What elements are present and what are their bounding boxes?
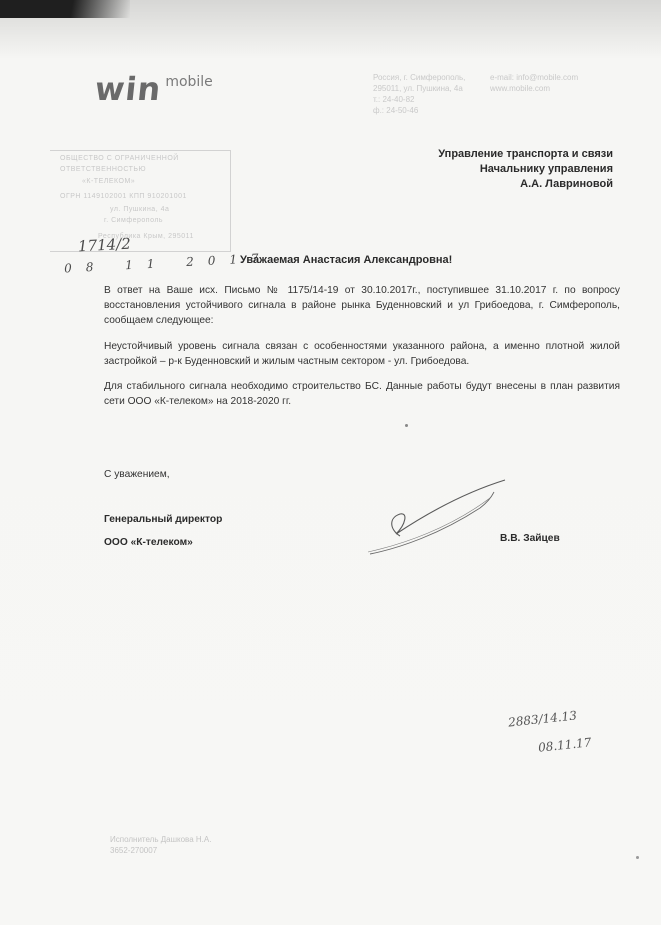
body-paragraph-1: В ответ на Ваше исх. Письмо № 1175/14-19 от 30.10.2017г., поступившее 31.10.2017 г. по вопросу восстановления устойчивого сигнала в районе рынка Буденновский и ул Грибоедова, г. Симферополь, сообщаем следующее: <box>104 285 620 326</box>
stamp-hand-number: 1714/2 <box>77 234 132 256</box>
signatory-org: ООО «К-телеком» <box>104 537 193 548</box>
stamp-line: ОТВЕТСТВЕННОСТЬЮ <box>60 166 147 173</box>
company-logo <box>95 70 213 108</box>
contact-line: т.: 24-40-82 <box>373 95 415 104</box>
executor-name: Исполнитель Дашкова Н.А. <box>110 835 212 844</box>
contact-web <box>490 72 630 94</box>
contact-line: ф.: 24-50-46 <box>373 106 419 115</box>
contact-line: Россия, г. Симферополь, <box>373 73 466 82</box>
registration-date: 08.11.17 <box>537 735 593 755</box>
contact-address <box>373 72 483 116</box>
executor-phone: 3652-270007 <box>110 846 158 855</box>
handwritten-signature <box>360 478 510 558</box>
scan-speck <box>636 856 639 859</box>
handwritten-registration <box>507 708 618 762</box>
scan-speck <box>405 424 408 427</box>
stamp-hand-date: 08 11 2017 <box>63 250 273 276</box>
scan-corner <box>0 0 130 18</box>
signatory-name: В.В. Зайцев <box>500 533 560 544</box>
logo-suffix: mobile <box>165 74 213 90</box>
body-paragraph-2: Неустойчивый уровень сигнала связан с особенностями указанного района, а именно плотной жилой застройкой – р-к Буденновский и жилым частным сектором - ул. Грибоедова. <box>104 341 620 367</box>
recipient-line: А.А. Лавриновой <box>520 178 613 190</box>
stamp-line: «К-ТЕЛЕКОМ» <box>82 178 136 185</box>
contact-line: www.mobile.com <box>490 84 551 93</box>
stamp-line: ул. Пушкина, 4а <box>110 206 170 213</box>
recipient-block <box>438 147 613 192</box>
recipient-line: Управление транспорта и связи <box>438 148 613 160</box>
recipient-line: Начальнику управления <box>479 163 613 175</box>
body-paragraph-3: Для стабильного сигнала необходимо строительство БС. Данные работы будут внесены в план развития сети ООО «К-телеком» на 2018-2020 гг. <box>104 381 620 407</box>
signatory-title: Генеральный директор <box>104 514 223 525</box>
closing: С уважением, <box>104 469 170 480</box>
stamp-line: г. Симферополь <box>104 217 164 224</box>
contact-line: 295011, ул. Пушкина, 4а <box>373 84 463 93</box>
stamp-line: ОГРН 1149102001 КПП 910201001 <box>60 193 187 200</box>
executor-info <box>110 834 211 856</box>
stamp-line: ОБЩЕСТВО С ОГРАНИЧЕННОЙ <box>60 155 179 162</box>
salutation: Уважаемая Анастасия Александровна! <box>240 254 453 266</box>
contact-line: e-mail: info@mobile.com <box>490 73 579 82</box>
logo-brand: win <box>93 70 164 108</box>
registration-number: 2883/14.13 <box>507 708 578 730</box>
stamp-line: Республика Крым, 295011 <box>98 233 194 240</box>
